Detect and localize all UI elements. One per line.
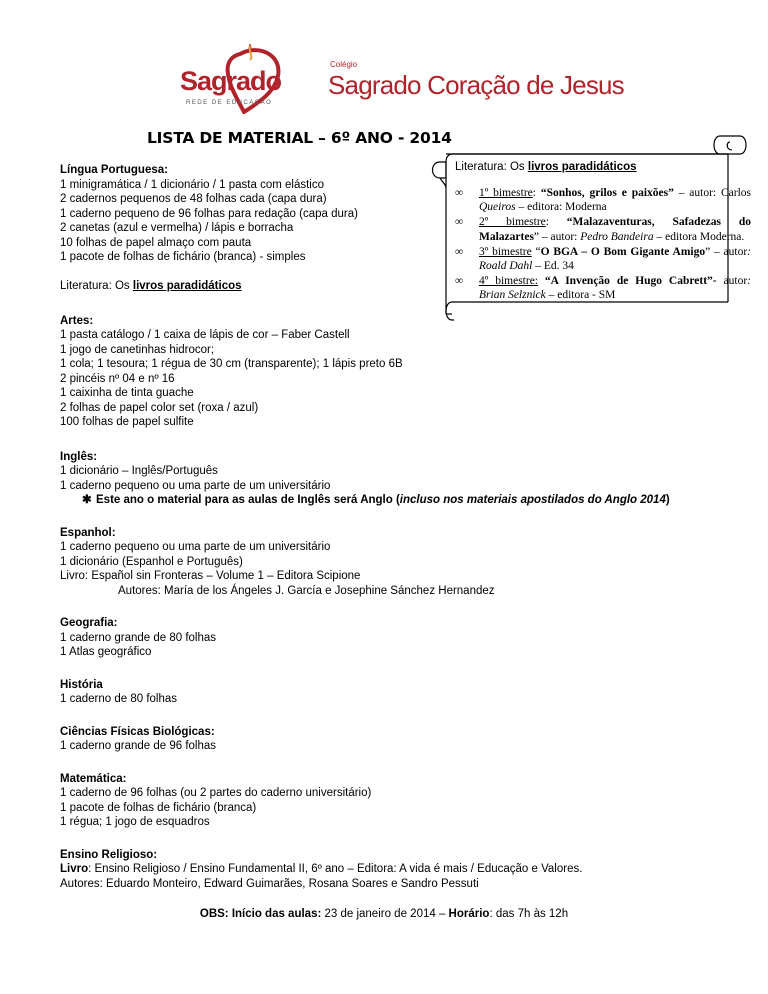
list-item: 1 caderno pequeno ou uma parte de um universitário [60, 479, 331, 492]
book-title: “A Invenção de Hugo Cabrett”- [544, 275, 717, 288]
livro-text: : Ensino Religioso / Ensino Fundamental II, 6º ano – Editora: A vida é mais / Educação e Valores. [88, 863, 583, 875]
section-matematica [60, 772, 760, 830]
literatura-link: livros paradidáticos [132, 280, 242, 292]
book-author-label: autor [716, 275, 748, 288]
livro-label: Livro [60, 863, 89, 875]
list-item: Livro: Español sin Fronteras – Volume 1 – Editora Scipione [60, 570, 361, 582]
note-text: Este ano o material para as aulas de Inglês será Anglo ( [96, 494, 400, 506]
espanhol-authors: Autores: María de los Ángeles J. García e Josephine Sánchez Hernandez [118, 584, 495, 597]
logo-colegio-small: Colégio [330, 60, 358, 69]
list-item: 1 dicionário (Espanhol e Português) [60, 555, 243, 568]
section-ingles [60, 450, 760, 508]
infinity-bullet-icon: ∞ [455, 245, 464, 258]
obs-label: OBS: Início das aulas: [199, 908, 322, 920]
book-period: 2º bimestre [479, 216, 546, 229]
book-author-label: ” – autor: [533, 230, 581, 243]
list-item: 1 pacote de folhas de fichário (branca) [60, 801, 257, 814]
book-publisher: – editora - SM [545, 289, 616, 302]
book-period: 3º bimestre [479, 245, 532, 258]
logo-brand-text: Sagrado [180, 66, 282, 96]
list-item: 2 pincéis nº 04 e nº 16 [60, 372, 175, 385]
book-author-label: – autor: Carlos [673, 187, 751, 199]
section-title: Ensino Religioso: [60, 848, 158, 861]
logo-colegio-name: Sagrado Coração de Jesus [328, 70, 624, 100]
book-publisher: – Ed. 34 [532, 260, 574, 273]
material-list [60, 163, 760, 906]
religioso-authors: Autores: Eduardo Monteiro, Edward Guimarães, Rosana Soares e Sandro Pessuti [60, 877, 479, 890]
scroll-heading-link: livros paradidáticos [527, 161, 637, 173]
book-title: “Sonhos, grilos e paixões” [540, 187, 674, 199]
list-item: 100 folhas de papel sulfite [60, 416, 194, 428]
book-sep: : [532, 187, 541, 199]
book-publisher: – editora: Moderna [515, 201, 607, 214]
book-author: : Brian Selznick [479, 275, 751, 302]
section-artes [60, 314, 760, 430]
infinity-bullet-icon: ∞ [455, 275, 464, 288]
book-sep: : [545, 216, 567, 229]
logo-sagrado [178, 44, 288, 114]
obs-horario-label: Horário [448, 908, 490, 920]
list-item: 1 régua; 1 jogo de esquadros [60, 816, 210, 828]
list-item: 1 minigramática / 1 dicionário / 1 pasta com elástico [60, 178, 324, 191]
list-item: 1 caderno de 96 folhas (ou 2 partes do caderno universitário) [60, 787, 372, 799]
list-item: 1 cola; 1 tesoura; 1 régua de 30 cm (transparente); 1 lápis preto 6B [60, 358, 403, 370]
obs-line [0, 908, 768, 920]
list-item [60, 862, 760, 877]
section-espanhol [60, 526, 760, 599]
section-title: Artes: [60, 314, 94, 327]
section-title: Matemática: [60, 772, 127, 785]
list-item: 1 jogo de canetinhas hidrocor; [60, 343, 215, 356]
section-religioso [60, 848, 760, 892]
book-period: 4º bimestre: [479, 275, 538, 288]
list-item: 1 caixinha de tinta guache [60, 387, 194, 399]
literatura-line [60, 279, 760, 294]
section-title: Inglês: [60, 450, 98, 463]
obs-date: 23 de janeiro de 2014 – [321, 908, 449, 920]
book-author: Queiros [479, 201, 516, 214]
book-title: O BGA – O Bom Gigante Amigo [540, 245, 706, 258]
literatura-prefix: Literatura: Os [60, 280, 133, 292]
book-title: “Malazaventuras, Safadezas do Malazartes [479, 216, 751, 243]
list-item: 1 caderno pequeno ou uma parte de um universitário [60, 541, 331, 553]
list-item: 1 pasta catálogo / 1 caixa de lápis de cor – Faber Castell [60, 329, 350, 341]
section-title: Espanhol: [60, 526, 116, 539]
section-geografia [60, 616, 760, 660]
book-author: Pedro Bandeira [580, 230, 654, 243]
list-item: 1 pacote de folhas de fichário (branca) - simples [60, 251, 306, 263]
asterisk-icon: ✱ [82, 494, 92, 506]
book-period: 1º bimestre [479, 187, 533, 199]
list-item: 2 cadernos pequenos de 48 folhas cada (capa dura) [60, 193, 327, 205]
note-italic: incluso nos materiais apostilados do Anglo 2014 [399, 494, 666, 506]
list-item: 1 Atlas geográfico [60, 646, 152, 658]
ingles-note [60, 493, 760, 508]
note-end: ) [665, 494, 670, 506]
logo-subtitle: REDE DE EDUCAÇÃO [186, 100, 273, 106]
list-item: 1 caderno de 80 folhas [60, 693, 178, 705]
book-author: : Roald Dahl [479, 245, 752, 273]
infinity-bullet-icon: ∞ [455, 187, 464, 199]
section-title: Ciências Físicas Biológicas: [60, 725, 215, 738]
scroll-heading-prefix: Literatura: Os [455, 161, 528, 173]
list-item: 2 folhas de papel color set (roxa / azul) [60, 401, 259, 414]
section-title: História [60, 678, 103, 691]
list-item: 1 caderno grande de 96 folhas [60, 740, 217, 752]
section-portugues [60, 163, 760, 265]
book-publisher: – editora Moderna. [653, 230, 745, 243]
infinity-bullet-icon: ∞ [455, 216, 464, 229]
book-sep: “ [531, 245, 541, 258]
book-author-label: ” – autor [705, 245, 748, 258]
page-title: LISTA DE MATERIAL – 6º ANO - 2014 [147, 129, 452, 147]
list-item: 1 dicionário – Inglês/Português [60, 465, 218, 477]
list-item: 1 caderno pequeno de 96 folhas para redação (capa dura) [60, 207, 358, 220]
section-historia [60, 678, 760, 707]
section-title: Língua Portuguesa: [60, 164, 168, 176]
section-title: Geografia: [60, 617, 118, 629]
list-item: 10 folhas de papel almaço com pauta [60, 236, 252, 249]
list-item: 2 canetas (azul e vermelha) / lápis e borracha [60, 222, 294, 234]
list-item: 1 caderno grande de 80 folhas [60, 631, 217, 644]
section-ciencias [60, 725, 760, 754]
obs-horario: : das 7h às 12h [489, 908, 569, 920]
